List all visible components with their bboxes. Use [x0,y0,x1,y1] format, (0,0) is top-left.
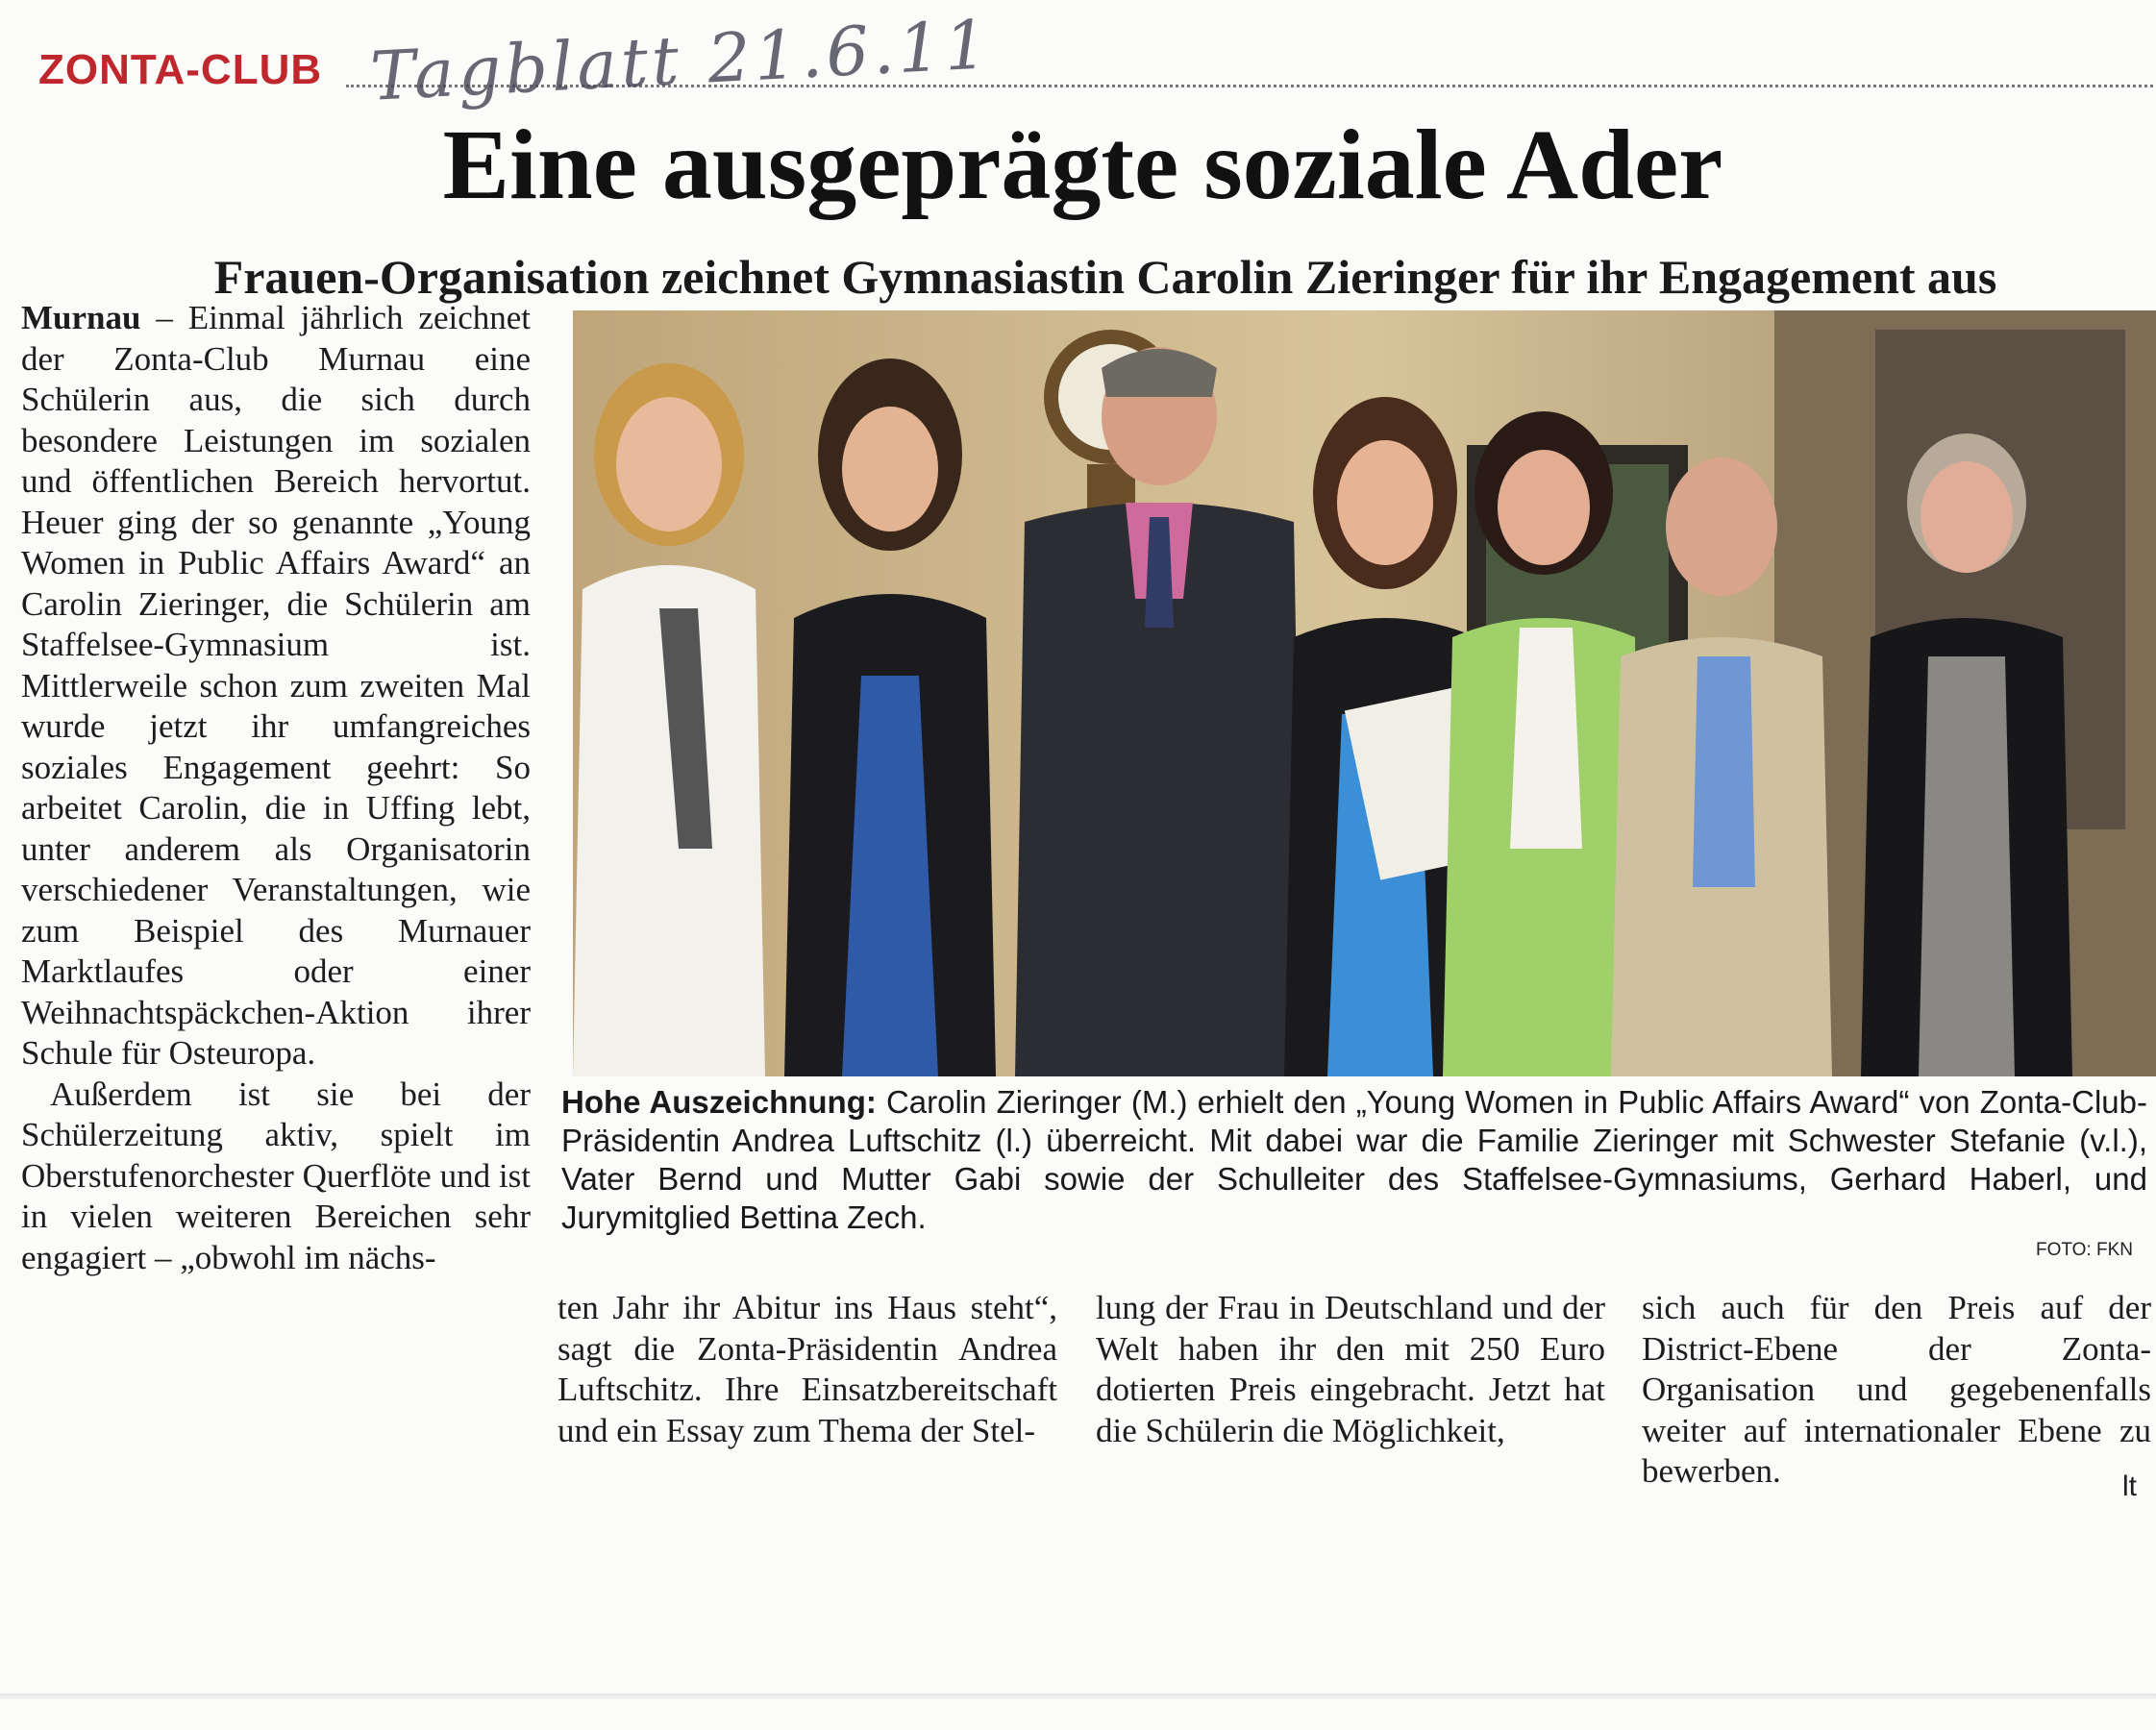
column-4-text: sich auch für den Preis auf der District-Ebene der Zonta-Organisation und gegebenenfalls weiter auf internationaler Ebene zu bewerben. [1642,1289,2151,1490]
headline: Eine ausgeprägte soziale Ader [442,110,1723,220]
column-2-text: ten Jahr ihr Abitur ins Haus steht“, sagt die Zonta-Präsidentin Andrea Luftschitz. Ihre Einsatzbereitschaft und ein Essay zum Thema der Stel- [558,1289,1057,1449]
author-initials: lt [2122,1470,2137,1502]
article-column-3 [1096,1288,1605,1451]
lead-paragraph [21,298,531,1075]
subheadline: Frauen-Organisation zeichnet Gymnasiastin Carolin Zieringer für ihr Engagement aus [213,250,1997,304]
group-photo [573,310,2156,1076]
section-label: ZONTA-CLUB [38,46,323,93]
handwritten-date-note: Tagblatt 21.6.11 [368,5,994,116]
article-column-4 [1642,1288,2151,1493]
group-photo-illustration [573,310,2156,1076]
article-column-2 [558,1288,1057,1451]
column-3-text: lung der Frau in Deutschland und der Welt haben ihr den mit 250 Euro dotierten Preis eingebracht. Jetzt hat die Schülerin die Möglichkeit, [1096,1289,1605,1449]
caption-lead: Hohe Auszeichnung: [561,1084,877,1120]
photo-caption [561,1083,2147,1237]
article-column-1 [21,298,531,1278]
caption-text: Carolin Zieringer (M.) erhielt den „Young Women in Public Affairs Award“ von Zonta-Club-Präsidentin Andrea Luftschitz (l.) überreicht. Mit dabei war die Familie Zieringer mit Schwester Stefanie (v.l.), Vater Bernd und Mutter Gabi sowie der Schulleiter des Staffelsee-Gymnasiums, Gerhard Haberl, und Jurymitglied Bettina Zech. [561,1084,2147,1235]
second-paragraph: Außerdem ist sie bei der Schülerzeitung aktiv, spielt im Oberstufenorchester Querflöte und ist in vielen weiteren Bereichen sehr engagiert – „obwohl im nächs- [21,1075,531,1276]
bottom-rule [0,1693,2156,1699]
photo-credit: FOTO: FKN [2036,1240,2133,1260]
dateline: Murnau [21,299,141,336]
person-andrea-luftschitz [573,363,765,1076]
lead-text: – Einmal jährlich zeichnet der Zonta-Club Murnau eine Schülerin aus, die sich durch besondere Leistungen im sozialen und öffentlichen Bereich hervortut. Heuer ging der so genannte „Young Women in Public Affairs Award“ an Carolin Zieringer, die Schülerin am Staffelsee-Gymnasium ist. Mittlerweile schon zum zweiten Mal wurde jetzt ihr umfangreiches soziales Engagement geehrt: So arbeitet Carolin, die in Uffing lebt, unter anderem als Organisatorin verschiedener Veranstaltungen, wie zum Beispiel des Murnauer Marktlaufes oder einer Weihnachtspäckchen-Aktion ihrer Schule für Osteuropa. [21,299,531,1072]
